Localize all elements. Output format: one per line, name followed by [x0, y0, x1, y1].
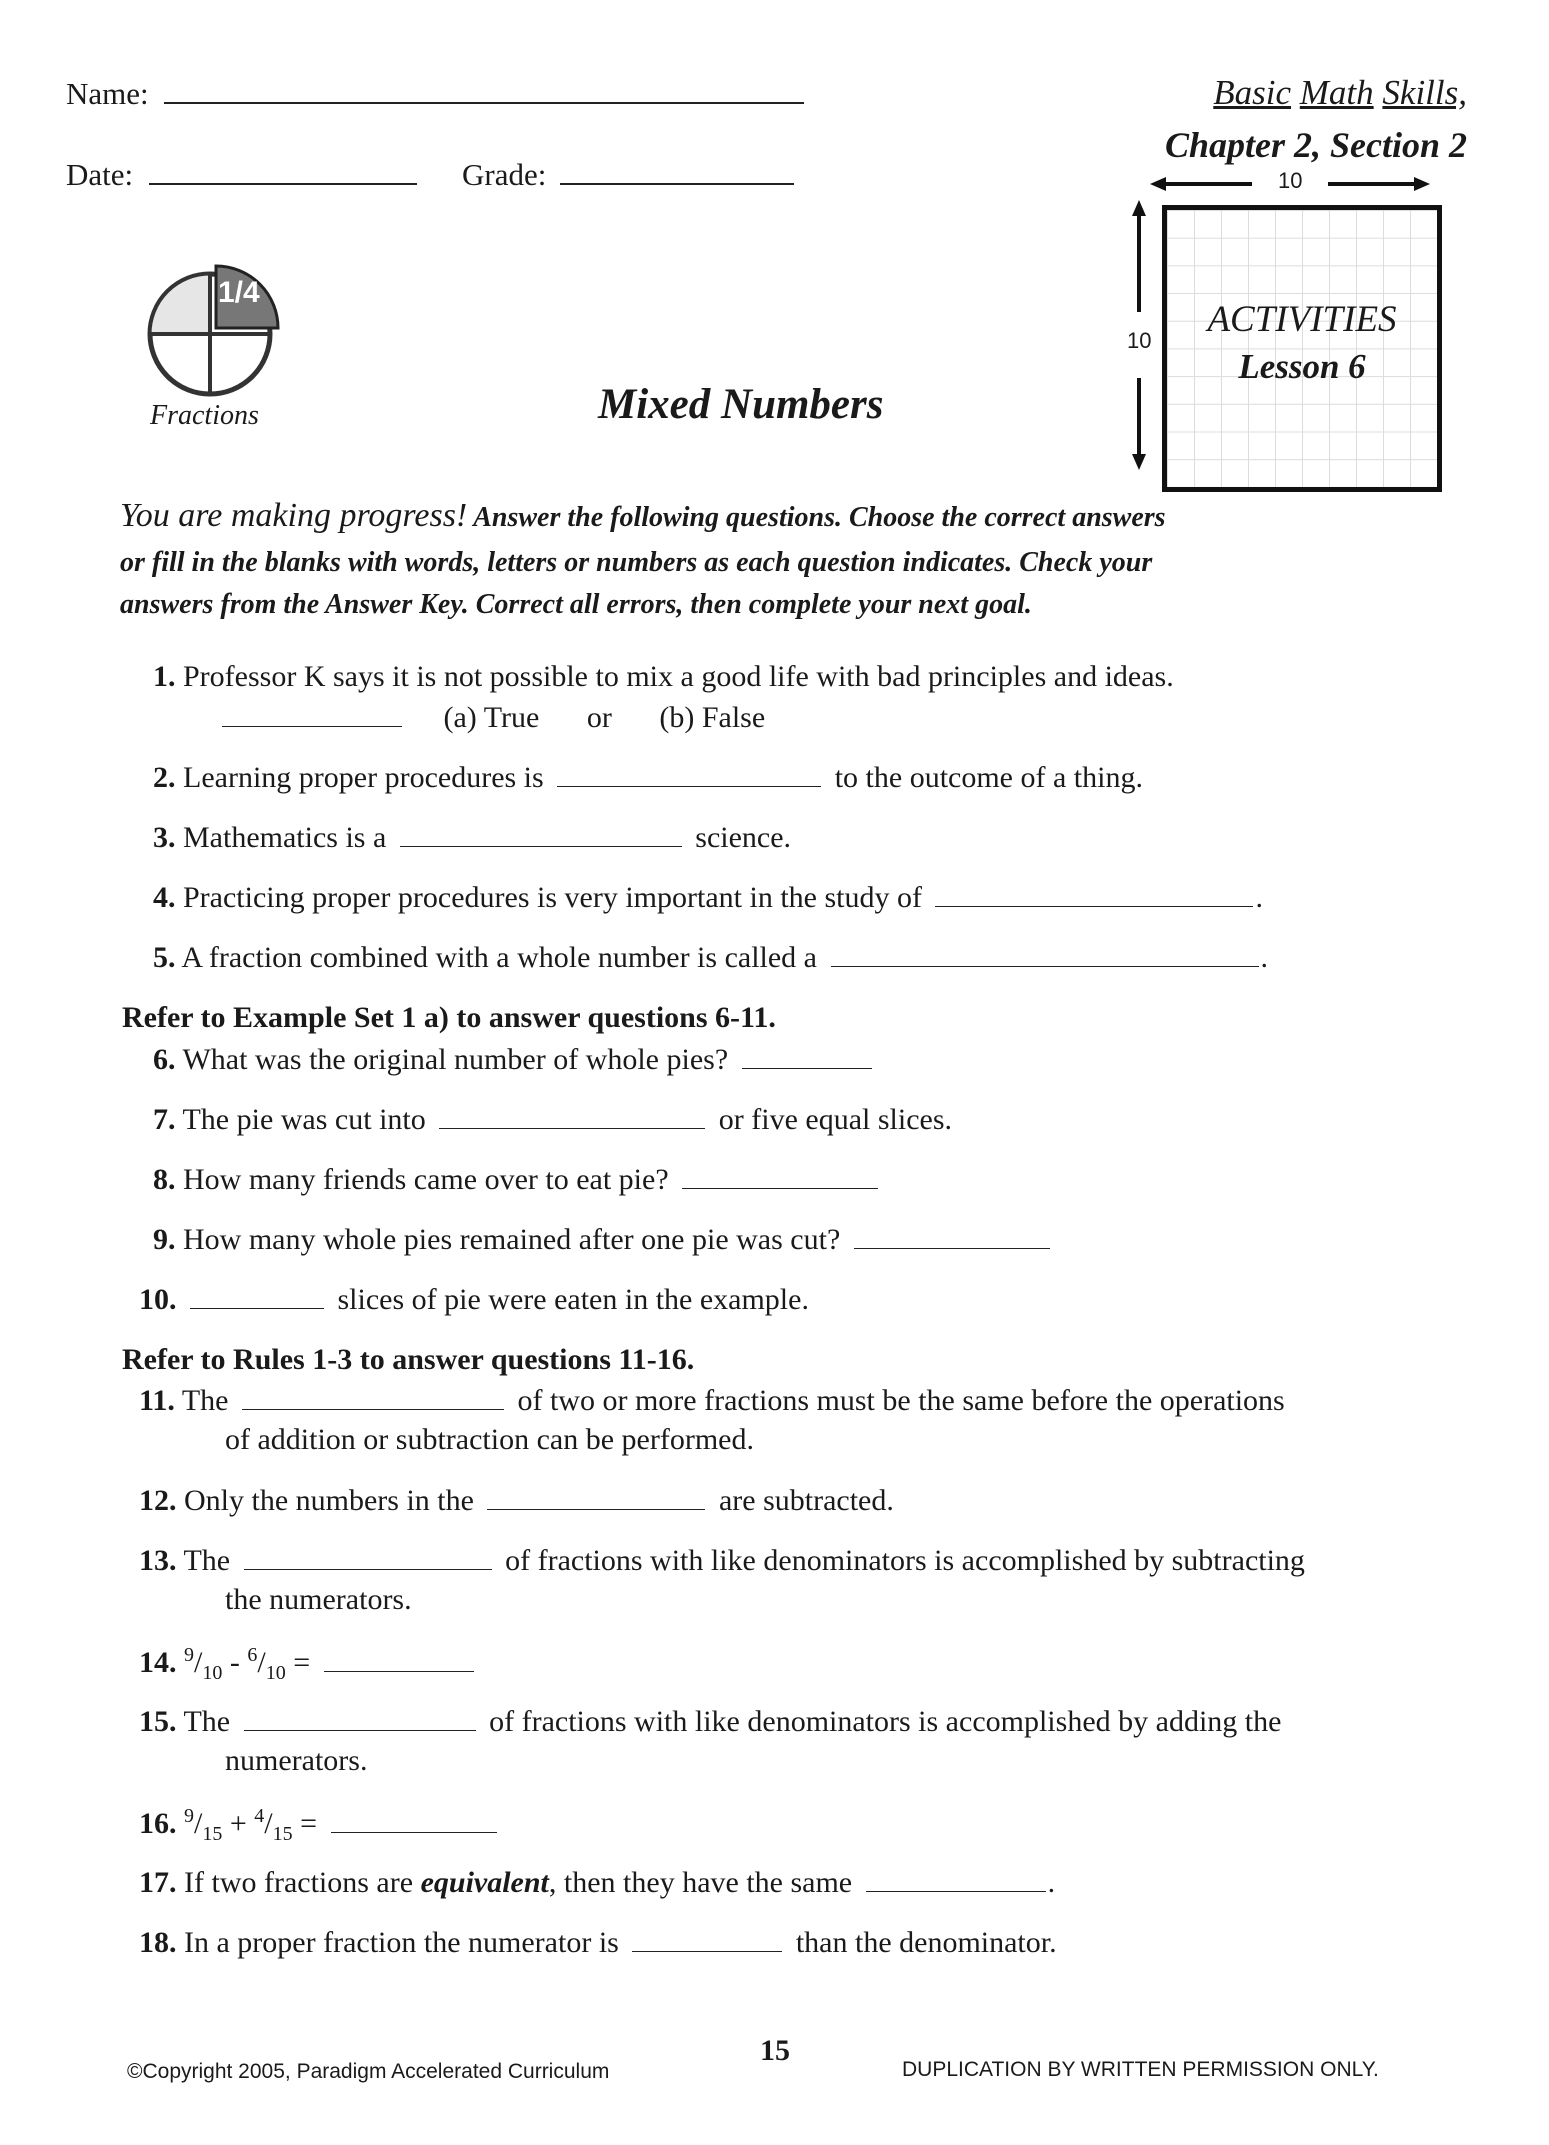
q3-text-before: Mathematics is a [183, 821, 387, 854]
q16-operator: + [229, 1807, 247, 1840]
q1-blank[interactable] [222, 725, 402, 727]
q18-number: 18. [139, 1926, 177, 1959]
q3-text-after: science. [695, 821, 792, 854]
question-4 [153, 878, 1263, 917]
q14-operator: - [229, 1646, 240, 1679]
activities-box [1162, 205, 1442, 492]
q17-period: . [1047, 1866, 1056, 1899]
q4-blank[interactable] [935, 905, 1253, 907]
question-8 [153, 1160, 884, 1199]
page-title: Mixed Numbers [598, 381, 884, 428]
q15-number: 15. [139, 1705, 177, 1738]
name-label: Name: [66, 76, 149, 111]
q2-number: 2. [153, 761, 176, 794]
q12-text-after: are subtracted. [718, 1484, 894, 1517]
side-dimension [1127, 200, 1161, 470]
date-label: Date: [66, 157, 134, 192]
q16-number: 16. [139, 1807, 177, 1840]
q13-blank[interactable] [244, 1568, 492, 1570]
grade-label: Grade: [462, 157, 547, 192]
q4-text-before: Practicing proper procedures is very important in the study of [183, 881, 922, 914]
q1-or: or [586, 701, 612, 734]
q11-number: 11. [139, 1384, 175, 1417]
q8-text: How many friends came over to eat pie? [183, 1163, 669, 1196]
question-7 [153, 1100, 952, 1139]
q16-blank[interactable] [331, 1831, 497, 1833]
page-number: 15 [760, 2034, 790, 2067]
section-example-set: Refer to Example Set 1 a) to answer questions 6-11. [122, 1001, 776, 1034]
intro-line2: or fill in the blanks with words, letters or numbers as each question indicates. Check your [120, 546, 1153, 578]
fractions-logo [140, 262, 290, 412]
q13-continuation: the numerators. [225, 1583, 412, 1616]
question-5 [153, 938, 1268, 977]
q11-text-before: The [181, 1384, 229, 1417]
question-13 [139, 1541, 1305, 1619]
q9-blank[interactable] [854, 1247, 1050, 1249]
logo-caption: Fractions [150, 400, 259, 431]
book-word-skills: Skills, [1382, 73, 1467, 112]
q6-blank[interactable] [742, 1067, 872, 1069]
q7-text-before: The pie was cut into [182, 1103, 426, 1136]
q16-equals: = [300, 1807, 318, 1840]
q18-blank[interactable] [632, 1950, 782, 1952]
question-15 [139, 1702, 1281, 1780]
grade-field[interactable] [560, 179, 794, 185]
q14-number: 14. [139, 1646, 177, 1679]
duplication-notice: DUPLICATION BY WRITTEN PERMISSION ONLY. [902, 2058, 1379, 2081]
question-12 [139, 1481, 894, 1520]
logo-fraction: 1/4 [218, 276, 260, 309]
q5-number: 5. [153, 941, 176, 974]
question-10 [139, 1280, 809, 1319]
q8-number: 8. [153, 1163, 176, 1196]
question-16: 16. $^9/_{15} + ^4/_{15}$ = [139, 1803, 503, 1847]
instructions [120, 490, 1420, 627]
q1-number: 1. [153, 660, 176, 693]
q8-blank[interactable] [682, 1187, 878, 1189]
q17-text-before: If two fractions are [184, 1866, 414, 1899]
intro-lead: You are making progress! [120, 497, 468, 534]
question-6 [153, 1040, 878, 1079]
question-9 [153, 1220, 1056, 1259]
q14-numerator-2: 6 [247, 1644, 258, 1666]
q11-blank[interactable] [242, 1408, 504, 1410]
q15-text-before: The [183, 1705, 231, 1738]
q3-number: 3. [153, 821, 176, 854]
q12-blank[interactable] [487, 1508, 705, 1510]
q17-number: 17. [139, 1866, 177, 1899]
q18-text-before: In a proper fraction the numerator is [184, 1926, 619, 1959]
question-1-options [222, 698, 765, 737]
q17-blank[interactable] [866, 1890, 1046, 1892]
name-field[interactable] [164, 98, 804, 104]
q16-denominator-1: 15 [202, 1823, 223, 1845]
q14-denominator-1: 10 [202, 1662, 223, 1684]
q3-blank[interactable] [400, 845, 682, 847]
copyright: ©Copyright 2005, Paradigm Accelerated Curriculum [127, 2060, 610, 2083]
lesson-label: Lesson 6 [1238, 347, 1366, 387]
q14-numerator-1: 9 [184, 1644, 194, 1666]
dimension-top-label: 10 [1278, 168, 1303, 193]
q4-period: . [1255, 881, 1263, 914]
q15-blank[interactable] [244, 1729, 476, 1731]
q16-denominator-2: 15 [272, 1823, 293, 1845]
q14-blank[interactable] [324, 1670, 474, 1672]
question-3 [153, 818, 791, 857]
q7-number: 7. [153, 1103, 176, 1136]
book-word-basic: Basic [1213, 73, 1292, 112]
q1-option-b[interactable]: (b) False [659, 701, 766, 734]
q17-emphasis: equivalent [420, 1866, 549, 1899]
intro-line3: answers from the Answer Key. Correct all errors, then complete your next goal. [120, 589, 1032, 621]
q10-number: 10. [139, 1283, 177, 1316]
q5-period: . [1260, 941, 1268, 974]
date-field[interactable] [149, 179, 417, 185]
q5-blank[interactable] [831, 965, 1259, 967]
q4-number: 4. [153, 881, 176, 914]
activities-label: ACTIVITIES [1207, 299, 1397, 340]
question-17 [139, 1863, 1055, 1902]
pie-quarter-icon [140, 262, 290, 412]
intro-line1: Answer the following questions. Choose the correct answers [467, 502, 1166, 533]
q9-number: 9. [153, 1223, 176, 1256]
q1-option-a[interactable]: (a) True [443, 701, 540, 734]
q11-text-after: of two or more fractions must be the same before the operations [517, 1384, 1285, 1417]
q2-text-after: to the outcome of a thing. [834, 761, 1143, 794]
q14-denominator-2: 10 [265, 1662, 286, 1684]
grade-row [462, 157, 794, 193]
q15-text-after: of fractions with like denominators is accomplished by adding the [489, 1705, 1282, 1738]
q6-text: What was the original number of whole pies? [182, 1043, 729, 1076]
q1-text: Professor K says it is not possible to mix a good life with bad principles and ideas. [183, 660, 1174, 693]
q7-text-after: or five equal slices. [718, 1103, 952, 1136]
q10-blank[interactable] [190, 1307, 324, 1309]
q5-text-before: A fraction combined with a whole number is called a [181, 941, 817, 974]
question-2 [153, 758, 1143, 797]
book-word-math: Math [1299, 73, 1374, 112]
q14-equals: = [293, 1646, 311, 1679]
q12-number: 12. [139, 1484, 177, 1517]
top-dimension [1150, 168, 1430, 198]
q16-numerator-2: 4 [254, 1805, 265, 1827]
q17-text-mid: , then they have the same [548, 1866, 853, 1899]
name-row [66, 76, 804, 112]
q12-text-before: Only the numbers in the [184, 1484, 474, 1517]
book-title [1047, 68, 1467, 171]
q6-number: 6. [153, 1043, 176, 1076]
dimension-side-label: 10 [1127, 328, 1152, 353]
q2-blank[interactable] [557, 785, 821, 787]
q13-text-after: of fractions with like denominators is accomplished by subtracting [505, 1544, 1305, 1577]
q9-text: How many whole pies remained after one pie was cut? [183, 1223, 841, 1256]
q16-numerator-1: 9 [184, 1805, 194, 1827]
q18-text-after: than the denominator. [795, 1926, 1057, 1959]
q13-text-before: The [183, 1544, 231, 1577]
q7-blank[interactable] [439, 1127, 705, 1129]
q13-number: 13. [139, 1544, 177, 1577]
question-14: 14. $^9/_{10} - ^6/_{10}$ = [139, 1642, 480, 1686]
q11-continuation: of addition or subtraction can be performed. [225, 1423, 754, 1456]
date-row [66, 157, 417, 193]
q2-text-before: Learning proper procedures is [183, 761, 544, 794]
q10-text-after: slices of pie were eaten in the example. [337, 1283, 809, 1316]
question-11 [139, 1381, 1285, 1459]
section-rules: Refer to Rules 1-3 to answer questions 11-16. [122, 1343, 695, 1376]
chapter-label: Chapter 2, Section 2 [1164, 124, 1467, 165]
q15-continuation: numerators. [225, 1744, 368, 1777]
question-18 [139, 1923, 1057, 1962]
question-1 [153, 657, 1174, 696]
